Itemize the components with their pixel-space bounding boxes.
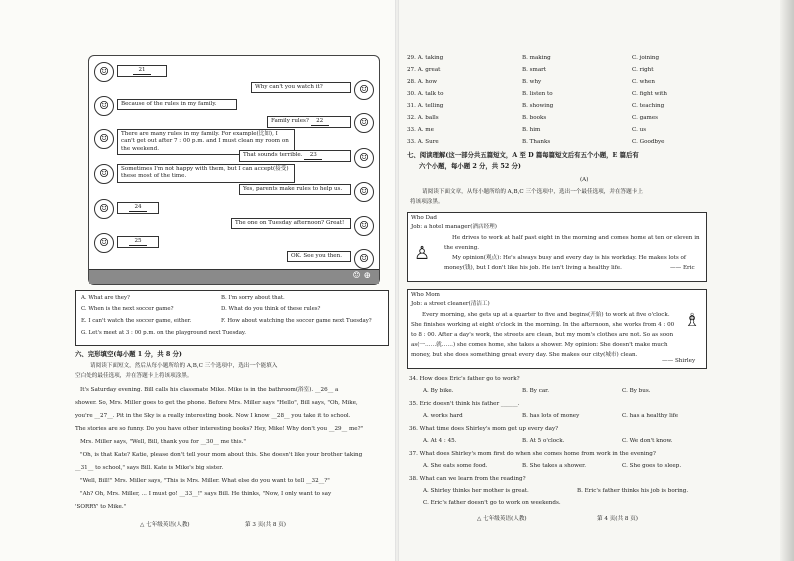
q35-a: A. works hard <box>423 413 463 419</box>
chat-window <box>88 55 380 285</box>
cloze-line-6: "Oh, is that Kate? Katie, please don't tell your mom about this. She doesn't like your brother taking <box>80 452 363 458</box>
answer-b: B. him <box>522 127 541 133</box>
chat-bubble-sometimes: Sometimes I'm not happy with them, but I can accept(接受) these most of the time. <box>117 164 295 183</box>
cloze-line-10: 'SORRY' to Mike." <box>75 504 127 510</box>
cloze-line-3: you're __27__. Pit in the Sky is a really interesting book. Now I know __28__ you take it to school. <box>75 413 351 419</box>
q37-b: B. She takes a shower. <box>522 463 587 469</box>
chat-bubble-25: 25 <box>117 236 159 248</box>
chat-bubble-sounds-terrible: That sounds terrible. 23 <box>239 150 351 162</box>
box-mom-line-4: as(一……就……) she comes home, she takes a shower. My opinion: She doesn't make much <box>411 342 668 348</box>
chat-bubble-because: Because of the rules in my family. <box>117 99 237 110</box>
girl-avatar-icon: ☺ <box>354 249 374 269</box>
chat-toolbar <box>89 269 379 284</box>
box-mom-sign: —— Shirley <box>662 358 696 364</box>
girl-avatar-icon: ☺ <box>354 148 374 168</box>
answer-c: C. right <box>632 67 654 73</box>
answer-b: B. why <box>522 79 542 85</box>
answer-row: 29. A. taking <box>407 55 444 61</box>
chat-bubble-tuesday: The one on Tuesday afternoon? Great! <box>231 218 351 229</box>
answer-row: 28. A. how <box>407 79 438 85</box>
box-dad-line-3: My opinion(观点): He's always busy and every day is his workday. He makes lots of <box>452 255 686 261</box>
chat-bubble-see-you: OK. See you then. <box>287 251 351 262</box>
q37-a: A. She eats some food. <box>423 463 488 469</box>
answer-row: 31. A. telling <box>407 103 444 109</box>
answer-b: B. showing <box>522 103 554 109</box>
chat-bubble-parents: Yes, parents make rules to help us. <box>239 184 351 195</box>
question-36: 36. What time does Shirley's mom get up every day? <box>409 426 559 432</box>
box-dad-role: Job: a hotel manager(酒店经理) <box>411 224 497 230</box>
answer-b: B. Thanks <box>522 139 551 145</box>
boy-avatar-icon: ☺ <box>94 96 114 116</box>
reading-heading-2: 六个小题，每小题 2 分，共 52 分) <box>419 162 521 170</box>
question-37: 37. What does Shirley's mom first do when she comes home from work in the evening? <box>409 451 656 457</box>
box-dad-title: Who Dad <box>411 215 437 221</box>
reading-instruction-2: 将该项涂黑。 <box>410 199 444 205</box>
answer-b: B. making <box>522 55 551 61</box>
answer-b: B. smart <box>522 67 547 73</box>
chat-bubble-21: 21 <box>117 65 167 77</box>
box-dad-line-1: He drives to work at half past eight in the morning and comes home at ten or eleven in <box>452 235 700 241</box>
passage-box-mom <box>407 289 707 369</box>
option-b: B. I'm sorry about that. <box>221 295 285 301</box>
right-page <box>397 0 794 561</box>
box-dad-line-4: money(钱), but I don't like his job. He isn't living a healthy life. <box>444 265 622 271</box>
page-edge <box>780 0 794 561</box>
answer-row: 30. A. talk to <box>407 91 444 97</box>
question-38: 38. What can we learn from the reading? <box>409 476 526 482</box>
answer-c: C. teaching <box>632 103 665 109</box>
question-34: 34. How does Eric's father go to work? <box>409 376 520 382</box>
q38-a: A. Shirley thinks her mother is great. <box>423 488 529 494</box>
box-mom-line-5: money, but she does something great every day. She makes our city(城市) clean. <box>411 352 638 358</box>
girl-avatar-icon: ☺ <box>354 182 374 202</box>
option-a: A. What are they? <box>81 295 130 301</box>
chat-bubble-many-rules: There are many rules in my family. For example(比如), I can't get out after 7 : 00 p.m. and I must clean my room on the weekend. <box>117 129 295 155</box>
answer-row: 32. A. balls <box>407 115 439 121</box>
q36-b: B. At 5 o'clock. <box>522 438 565 444</box>
option-f: F. How about watching the soccer game next Tuesday? <box>221 318 372 324</box>
reading-section-a: (A) <box>580 177 589 183</box>
chat-bubble-family-rules: Family rules? 22 <box>267 116 351 128</box>
answer-row: 33. A. me <box>407 127 434 133</box>
box-mom-line-3: to 8 : 00. After a day's work, the streets are clean, but my mom's clothes are not. So as soon <box>411 332 674 338</box>
footer-page-right: 第 4 页(共 8 页) <box>597 516 638 522</box>
girl-avatar-icon: ☺ <box>354 216 374 236</box>
box-dad-sign: —— Eric <box>670 265 695 271</box>
chat-bubble-24: 24 <box>117 202 159 214</box>
cloze-instruction-2: 空白处的最佳选项，并在答题卡上将该项涂黑。 <box>75 373 193 379</box>
answer-c: C. fight with <box>632 91 668 97</box>
option-e: E. I can't watch the soccer game, either. <box>81 318 192 324</box>
answer-c: C. games <box>632 115 659 121</box>
answer-b: B. books <box>522 115 547 121</box>
cloze-line-5: Mrs. Miller says, "Well, Bill, thank you for __30__ me this." <box>80 439 246 445</box>
cleaner-figure-icon: ♗ <box>684 310 701 331</box>
footer-page-left: 第 3 页(共 8 页) <box>245 522 286 528</box>
q34-c: C. By bus. <box>622 388 651 394</box>
passage-box-dad <box>407 212 707 282</box>
cloze-instruction-1: 请阅读下面短文，然后从每小题所给的 A,B,C 三个选项中，选出一个能填入 <box>90 363 278 369</box>
girl-avatar-icon: ☺ <box>354 80 374 100</box>
option-c: C. When is the next soccer game? <box>81 306 174 312</box>
box-mom-title: Who Mom <box>411 292 440 298</box>
box-mom-role: Job: a street cleaner(清洁工) <box>411 301 490 307</box>
girl-avatar-icon: ☺ <box>354 113 374 133</box>
cloze-line-1: It's Saturday evening. Bill calls his classmate Mike. Mike is in the bathroom(浴室). __26__ a <box>80 387 339 393</box>
answer-row: 27. A. great <box>407 67 441 73</box>
reading-heading: 七、阅读理解(这一部分共五篇短文，A 至 D 篇每篇短文后有五个小题，E 篇后有 <box>407 151 639 159</box>
q37-c: C. She goes to sleep. <box>622 463 682 469</box>
answer-c: C. joining <box>632 55 660 61</box>
q36-c: C. We don't know. <box>622 438 673 444</box>
chat-bubble-why: Why can't you watch it? <box>251 82 351 93</box>
box-mom-line-2: She finishes working at eight o'clock in the morning. In the afternoon, she works from 4 : 00 <box>411 322 675 328</box>
q34-a: A. By bike. <box>423 388 454 394</box>
footer-subject-left: △ 七年级英语(人教) <box>140 522 190 528</box>
answer-c: C. when <box>632 79 655 85</box>
boy-avatar-icon: ☺ <box>94 62 114 82</box>
cloze-line-4: The stories are so funny. Do you have other interesting books? Hey, Mike! Why don't you __29__ me?" <box>75 426 364 432</box>
emoji-icon: ☺ ⊕ <box>352 271 371 281</box>
question-35: 35. Eric doesn't think his father ______. <box>409 401 520 407</box>
box-mom-line-1: Every morning, she gets up at a quarter to five and begins(开始) to work at five o'clock. <box>422 312 670 318</box>
book-spine <box>395 0 399 561</box>
cloze-line-8: "Well, Bill!" Mrs. Miller says, "This is Mrs. Miller. What else do you want to tell __32__?" <box>80 478 330 484</box>
option-g: G. Let's meet at 3 : 00 p.m. on the playground next Tuesday. <box>81 330 246 336</box>
man-figure-icon: ♙ <box>414 243 431 264</box>
boy-avatar-icon: ☺ <box>94 233 114 253</box>
q38-c: C. Eric's father doesn't go to work on weekends. <box>423 500 561 506</box>
box-dad-line-2: the evening. <box>444 245 480 251</box>
cloze-heading: 六、完形填空(每小题 1 分，共 8 分) <box>75 350 182 358</box>
cloze-line-9: "Ah? Oh, Mrs. Miller, ... I must go! __33__!" says Bill. He thinks, "Now, I only want to say <box>80 491 332 497</box>
cloze-line-2: shower. So, Mrs. Miller goes to get the phone. Before Mrs. Miller says "Hello", Bill says, "Oh, Mike, <box>75 400 358 406</box>
q38-b: B. Eric's father thinks his job is boring. <box>577 488 689 494</box>
cloze-line-7: __31__ to school," says Bill. Kate is Mike's big sister. <box>75 465 224 471</box>
answer-b: B. listen to <box>522 91 553 97</box>
reading-instruction-1: 请阅读下面文章，从每小题所给的 A,B,C 三个选项中，选出一个最佳选项，并在答题卡上 <box>422 189 643 195</box>
q34-b: B. By car. <box>522 388 550 394</box>
footer-subject-right: △ 七年级英语(人教) <box>477 516 527 522</box>
option-d: D. What do you think of these rules? <box>221 306 321 312</box>
q35-b: B. has lots of money <box>522 413 580 419</box>
answer-row: 33. A. Sure <box>407 139 439 145</box>
boy-avatar-icon: ☺ <box>94 199 114 219</box>
options-box <box>75 290 389 346</box>
q35-c: C. has a healthy life <box>622 413 679 419</box>
answer-c: C. us <box>632 127 647 133</box>
boy-avatar-icon: ☺ <box>94 129 114 149</box>
boy-avatar-icon: ☺ <box>94 164 114 184</box>
q36-a: A. At 4 : 45. <box>423 438 457 444</box>
answer-c: C. Goodbye <box>632 139 665 145</box>
